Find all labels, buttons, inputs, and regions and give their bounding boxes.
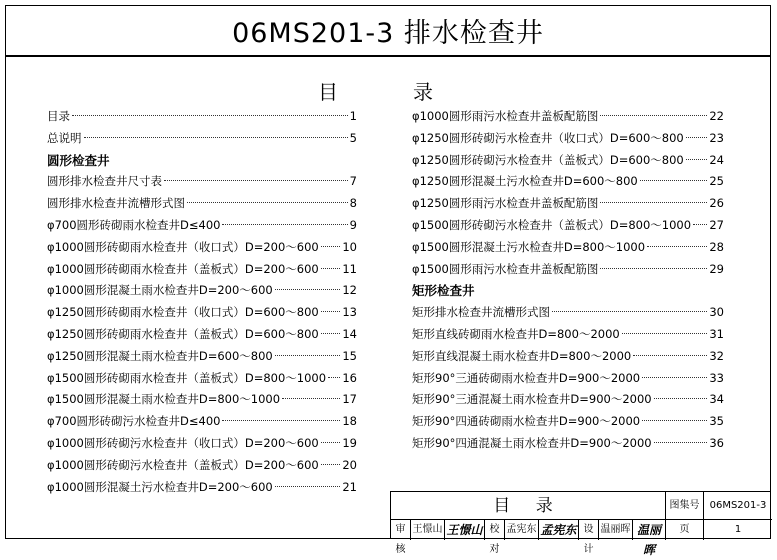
- toc-entry-page: 32: [709, 348, 724, 363]
- toc-entry-title: φ1500圆形砖砌污水检查井（盖板式）D=800～1000: [412, 217, 692, 232]
- toc-entry-page: 30: [709, 305, 724, 320]
- review-label: 审核: [391, 520, 411, 540]
- toc-entry-page: 31: [709, 326, 724, 341]
- toc-entry-title: φ1500圆形砖砌雨水检查井（盖板式）D=800～1000: [47, 370, 327, 385]
- toc-entry: [47, 280, 357, 302]
- dot-leader: [187, 202, 348, 203]
- toc-entry-title: φ1250圆形混凝土污水检查井D=600～800: [412, 174, 638, 189]
- designer-name: 温丽晖: [599, 520, 633, 540]
- dot-leader: [328, 377, 340, 378]
- dot-leader: [552, 311, 707, 312]
- toc-entry-page: 28: [709, 239, 724, 254]
- toc-entry: [47, 259, 357, 281]
- reviewer-name: 王憬山: [411, 520, 445, 540]
- toc-entry-title: φ1500圆形雨污水检查井盖板配筋图: [412, 261, 599, 276]
- dot-leader: [640, 180, 708, 181]
- atlas-label: 图集号: [666, 492, 704, 520]
- toc-entry: [412, 433, 724, 455]
- toc-entry: [412, 106, 724, 128]
- dot-leader: [275, 486, 341, 487]
- dot-leader: [686, 159, 708, 160]
- page-label: 页: [666, 520, 704, 540]
- toc-entry-page: 24: [709, 152, 724, 167]
- page-number: 1: [734, 524, 742, 535]
- toc-entry: [47, 215, 357, 237]
- toc-entry-title: 矩形90°四通砖砌雨水检查井D=900～2000: [412, 414, 641, 429]
- toc-entry: [412, 259, 724, 281]
- toc-entry-title: 矩形排水检查井流槽形式图: [412, 305, 550, 320]
- dot-leader: [282, 398, 340, 399]
- toc-entry-page: 34: [709, 392, 724, 407]
- toc-entry-page: 9: [349, 217, 357, 232]
- toc-entry-title: φ1000圆形雨污水检查井盖板配筋图: [412, 109, 599, 123]
- toc-heading-right: 录: [413, 80, 433, 104]
- toc-entry-page: 29: [709, 261, 724, 276]
- dot-leader: [693, 224, 707, 225]
- toc-entry-page: 25: [709, 174, 724, 189]
- toc-entry-title: 矩形90°三通混凝土雨水检查井D=900～2000: [412, 392, 652, 407]
- toc-entry: [412, 193, 724, 215]
- toc-entry-title: φ1250圆形砖砌雨水检查井（盖板式）D=600～800: [47, 326, 319, 341]
- toc-entry-page: 19: [342, 435, 357, 450]
- toc-entry-page: 16: [342, 370, 357, 385]
- dot-leader: [647, 246, 707, 247]
- dot-leader: [275, 289, 341, 290]
- toc-left-column: [47, 106, 357, 498]
- toc-entry: [47, 368, 357, 390]
- dot-leader: [222, 420, 340, 421]
- toc-entry: [47, 171, 357, 193]
- checker-name: 孟宪东: [505, 520, 539, 540]
- toc-entry-title: 矩形90°四通混凝土雨水检查井D=900～2000: [412, 435, 652, 450]
- toc-entry-title: φ1250圆形雨污水检查井盖板配筋图: [412, 196, 599, 211]
- toc-entry-page: 15: [342, 348, 357, 363]
- toc-entry: [47, 455, 357, 477]
- toc-entry-title: 矩形90°三通砖砌雨水检查井D=900～2000: [412, 370, 641, 385]
- dot-leader: [222, 224, 347, 225]
- toc-entry-title: φ1000圆形砖砌雨水检查井（盖板式）D=200～600: [47, 261, 319, 276]
- toc-entry: [47, 389, 357, 411]
- reviewer-signature: 王憬山: [445, 520, 485, 540]
- toc-entry-page: 18: [342, 414, 357, 429]
- dot-leader: [633, 355, 707, 356]
- toc-entry-page: 22: [709, 109, 724, 123]
- dot-leader: [72, 115, 348, 116]
- toc-entry-title: φ1250圆形砖砌污水检查井（收口式）D=600～800: [412, 130, 684, 145]
- dot-leader: [642, 377, 707, 378]
- toc-heading-left: 目: [318, 80, 338, 104]
- toc-entry-title: φ1000圆形砖砌污水检查井（收口式）D=200～600: [47, 435, 319, 450]
- toc-section-heading: 矩形检查井: [412, 283, 475, 299]
- dot-leader: [321, 311, 341, 312]
- toc-entry: [47, 477, 357, 499]
- dot-leader: [275, 355, 341, 356]
- toc-entry: [412, 302, 724, 324]
- toc-entry-page: 11: [342, 261, 357, 276]
- toc-entry-title: φ1500圆形混凝土雨水检查井D=800～1000: [47, 392, 281, 407]
- dot-leader: [600, 202, 707, 203]
- toc-entry: [412, 389, 724, 411]
- toc-right-column: [412, 106, 724, 455]
- toc-entry: [47, 433, 357, 455]
- toc-entry-title: φ1250圆形混凝土雨水检查井D=600～800: [47, 348, 273, 363]
- toc-entry-page: 35: [709, 414, 724, 429]
- toc-entry: [412, 346, 724, 368]
- toc-entry-title: φ1250圆形砖砌污水检查井（盖板式）D=600～800: [412, 152, 684, 167]
- designer-signature: 温丽晖: [633, 520, 666, 540]
- dot-leader: [654, 398, 708, 399]
- toc-entry-page: 23: [709, 130, 724, 145]
- toc-entry-page: 20: [342, 457, 357, 472]
- toc-entry: [47, 128, 357, 150]
- toc-entry: [412, 324, 724, 346]
- toc-entry-title: φ1500圆形混凝土污水检查井D=800～1000: [412, 239, 646, 254]
- toc-entry: [412, 237, 724, 259]
- dot-leader: [654, 442, 708, 443]
- toc-entry-page: 33: [709, 370, 724, 385]
- title-block: [390, 491, 771, 557]
- dot-leader: [321, 442, 341, 443]
- toc-entry-page: 21: [342, 479, 357, 494]
- toc-entry-title: φ1000圆形砖砌污水检查井（盖板式）D=200～600: [47, 457, 319, 472]
- toc-entry: [47, 302, 357, 324]
- dot-leader: [600, 268, 707, 269]
- document-title: 06MS201-3 排水检查井: [232, 18, 544, 49]
- dot-leader: [321, 246, 341, 247]
- toc-entry-page: 17: [342, 392, 357, 407]
- toc-entry-page: 10: [342, 239, 357, 254]
- toc-entry: [412, 368, 724, 390]
- toc-entry: [412, 128, 724, 150]
- toc-entry-page: 12: [342, 283, 357, 298]
- toc-entry-title: φ700圆形砖砌雨水检查井D≤400: [47, 217, 221, 232]
- toc-entry-title: 圆形排水检查井尺寸表: [47, 174, 162, 189]
- toc-entry-title: 矩形直线砖砌雨水检查井D=800～2000: [412, 326, 620, 341]
- toc-entry: [47, 411, 357, 433]
- toc-entry-page: 13: [342, 305, 357, 320]
- toc-entry: [47, 193, 357, 215]
- dot-leader: [686, 137, 708, 138]
- toc-entry-page: 8: [349, 196, 357, 211]
- toc-entry-title: 目录: [47, 109, 70, 123]
- dot-leader: [321, 268, 341, 269]
- toc-entry-title: φ1000圆形混凝土污水检查井D=200～600: [47, 479, 273, 494]
- toc-entry-title: 总说明: [47, 130, 82, 145]
- toc-entry-page: 27: [709, 217, 724, 232]
- dot-leader: [622, 333, 708, 334]
- dot-leader: [642, 420, 707, 421]
- toc-entry-page: 14: [342, 326, 357, 341]
- toc-entry: [412, 411, 724, 433]
- dot-leader: [164, 180, 348, 181]
- toc-entry-title: φ1000圆形混凝土雨水检查井D=200～600: [47, 283, 273, 298]
- toc-entry: [412, 171, 724, 193]
- toc-entry-title: φ700圆形砖砌污水检查井D≤400: [47, 414, 221, 429]
- checker-signature: 孟宪东: [539, 520, 579, 540]
- check-label: 校对: [485, 520, 505, 540]
- toc-entry-page: 26: [709, 196, 724, 211]
- toc-entry: [412, 215, 724, 237]
- toc-entry: [47, 346, 357, 368]
- toc-entry-title: 圆形排水检查井流槽形式图: [47, 196, 185, 211]
- toc-section-heading: 圆形检查井: [47, 152, 110, 168]
- toc-entry-title: φ1250圆形砖砌雨水检查井（收口式）D=600～800: [47, 305, 319, 320]
- toc-entry-page: 1: [349, 109, 357, 123]
- design-label: 设计: [579, 520, 599, 540]
- toc-entry-page: 7: [349, 174, 357, 189]
- toc-entry: [47, 237, 357, 259]
- toc-entry-title: 矩形直线混凝土雨水检查井D=800～2000: [412, 348, 632, 363]
- toc-entry-title: φ1000圆形砖砌雨水检查井（收口式）D=200～600: [47, 239, 319, 254]
- toc-entry-page: 5: [349, 130, 357, 145]
- dot-leader: [321, 333, 341, 334]
- sheet-title: 目 录: [391, 492, 666, 520]
- toc-entry: [412, 150, 724, 172]
- toc-entry: [47, 324, 357, 346]
- toc-entry-page: 36: [709, 435, 724, 450]
- atlas-number: 06MS201-3: [704, 492, 772, 520]
- toc-entry: [47, 106, 357, 128]
- dot-leader: [600, 115, 707, 116]
- dot-leader: [321, 464, 341, 465]
- dot-leader: [84, 137, 348, 138]
- title-bar: [5, 5, 771, 57]
